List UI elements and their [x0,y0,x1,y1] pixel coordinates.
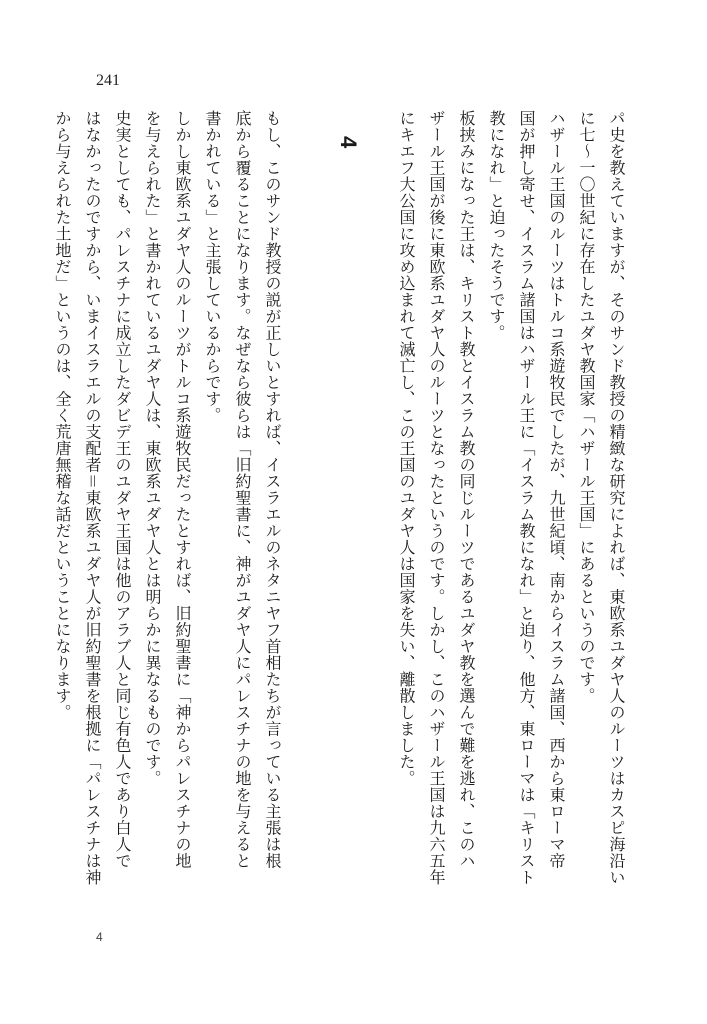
section-spacer [361,110,391,900]
text-line: 板挟みになった王は、キリスト教とイスラム教の同じルーツであるユダヤ教を選んで難を逃れ、このハ [457,110,476,869]
text-line: もし、このサンド教授の説が正しいとすれば、イスラエルのネタニヤフ首相たちが言っている主張は根 [263,110,282,869]
text-line: パ史を教えていますが、そのサンド教授の精緻な研究によれば、東欧系ユダヤ人のルーツはカスピ海沿い [607,110,626,886]
vertical-text-body [53,110,631,900]
text-line: にキエフ大公国に攻め込まれて滅亡し、この王国のユダヤ人は国家を失い、離散しました。 [397,110,416,787]
text-line: しかし東欧系ユダヤ人のルーツがトルコ系遊牧民だったとすれば、旧約聖書に「神からパレスチナの地 [173,110,192,869]
text-line: から与えられた土地だ」というのは、全く荒唐無稽な話だということになります。 [53,110,72,721]
footer-number: 4 [96,930,103,944]
text-line: を与えられた」と書かれているユダヤ人は、東欧系ユダヤ人とは明らかに異なるものです。 [143,110,162,787]
text-line: 史実としても、パレスチナに成立したダビデ王のユダヤ王国は他のアラブ人と同じ有色人であり白人で [113,110,132,869]
section-heading: 4 [336,136,361,149]
section-spacer [287,110,317,900]
page-number: 241 [96,72,120,89]
text-line: はなかったのですから、いまイスラエルの支配者＝東欧系ユダヤ人が旧約聖書を根拠に「パレスチナは神 [83,110,102,886]
text-line: 書かれている」と主張しているからです。 [203,110,222,424]
text-line: 国が押し寄せ、イスラム諸国はハザール王に「イスラム教になれ」と迫り、他方、東ローマは「キリスト [517,110,536,886]
text-line: 底から覆ることになります。なぜなら彼らは「旧約聖書に、神がユダヤ人にパレスチナの地を与えると [233,110,252,869]
text-line: ザール王国が後に東欧系ユダヤ人のルーツとなったというのです。しかし、このハザール王国は九六五年 [427,110,446,886]
text-line: ハザール王国のルーツはトルコ系遊牧民でしたが、九世紀頃、南からイスラム諸国、西から東ローマ帝 [547,110,566,869]
text-line: 教になれ」と迫ったそうです。 [487,110,506,341]
text-line: に七～一〇世紀に存在したユダヤ教国家「ハザール王国」にあるというのです。 [577,110,596,704]
